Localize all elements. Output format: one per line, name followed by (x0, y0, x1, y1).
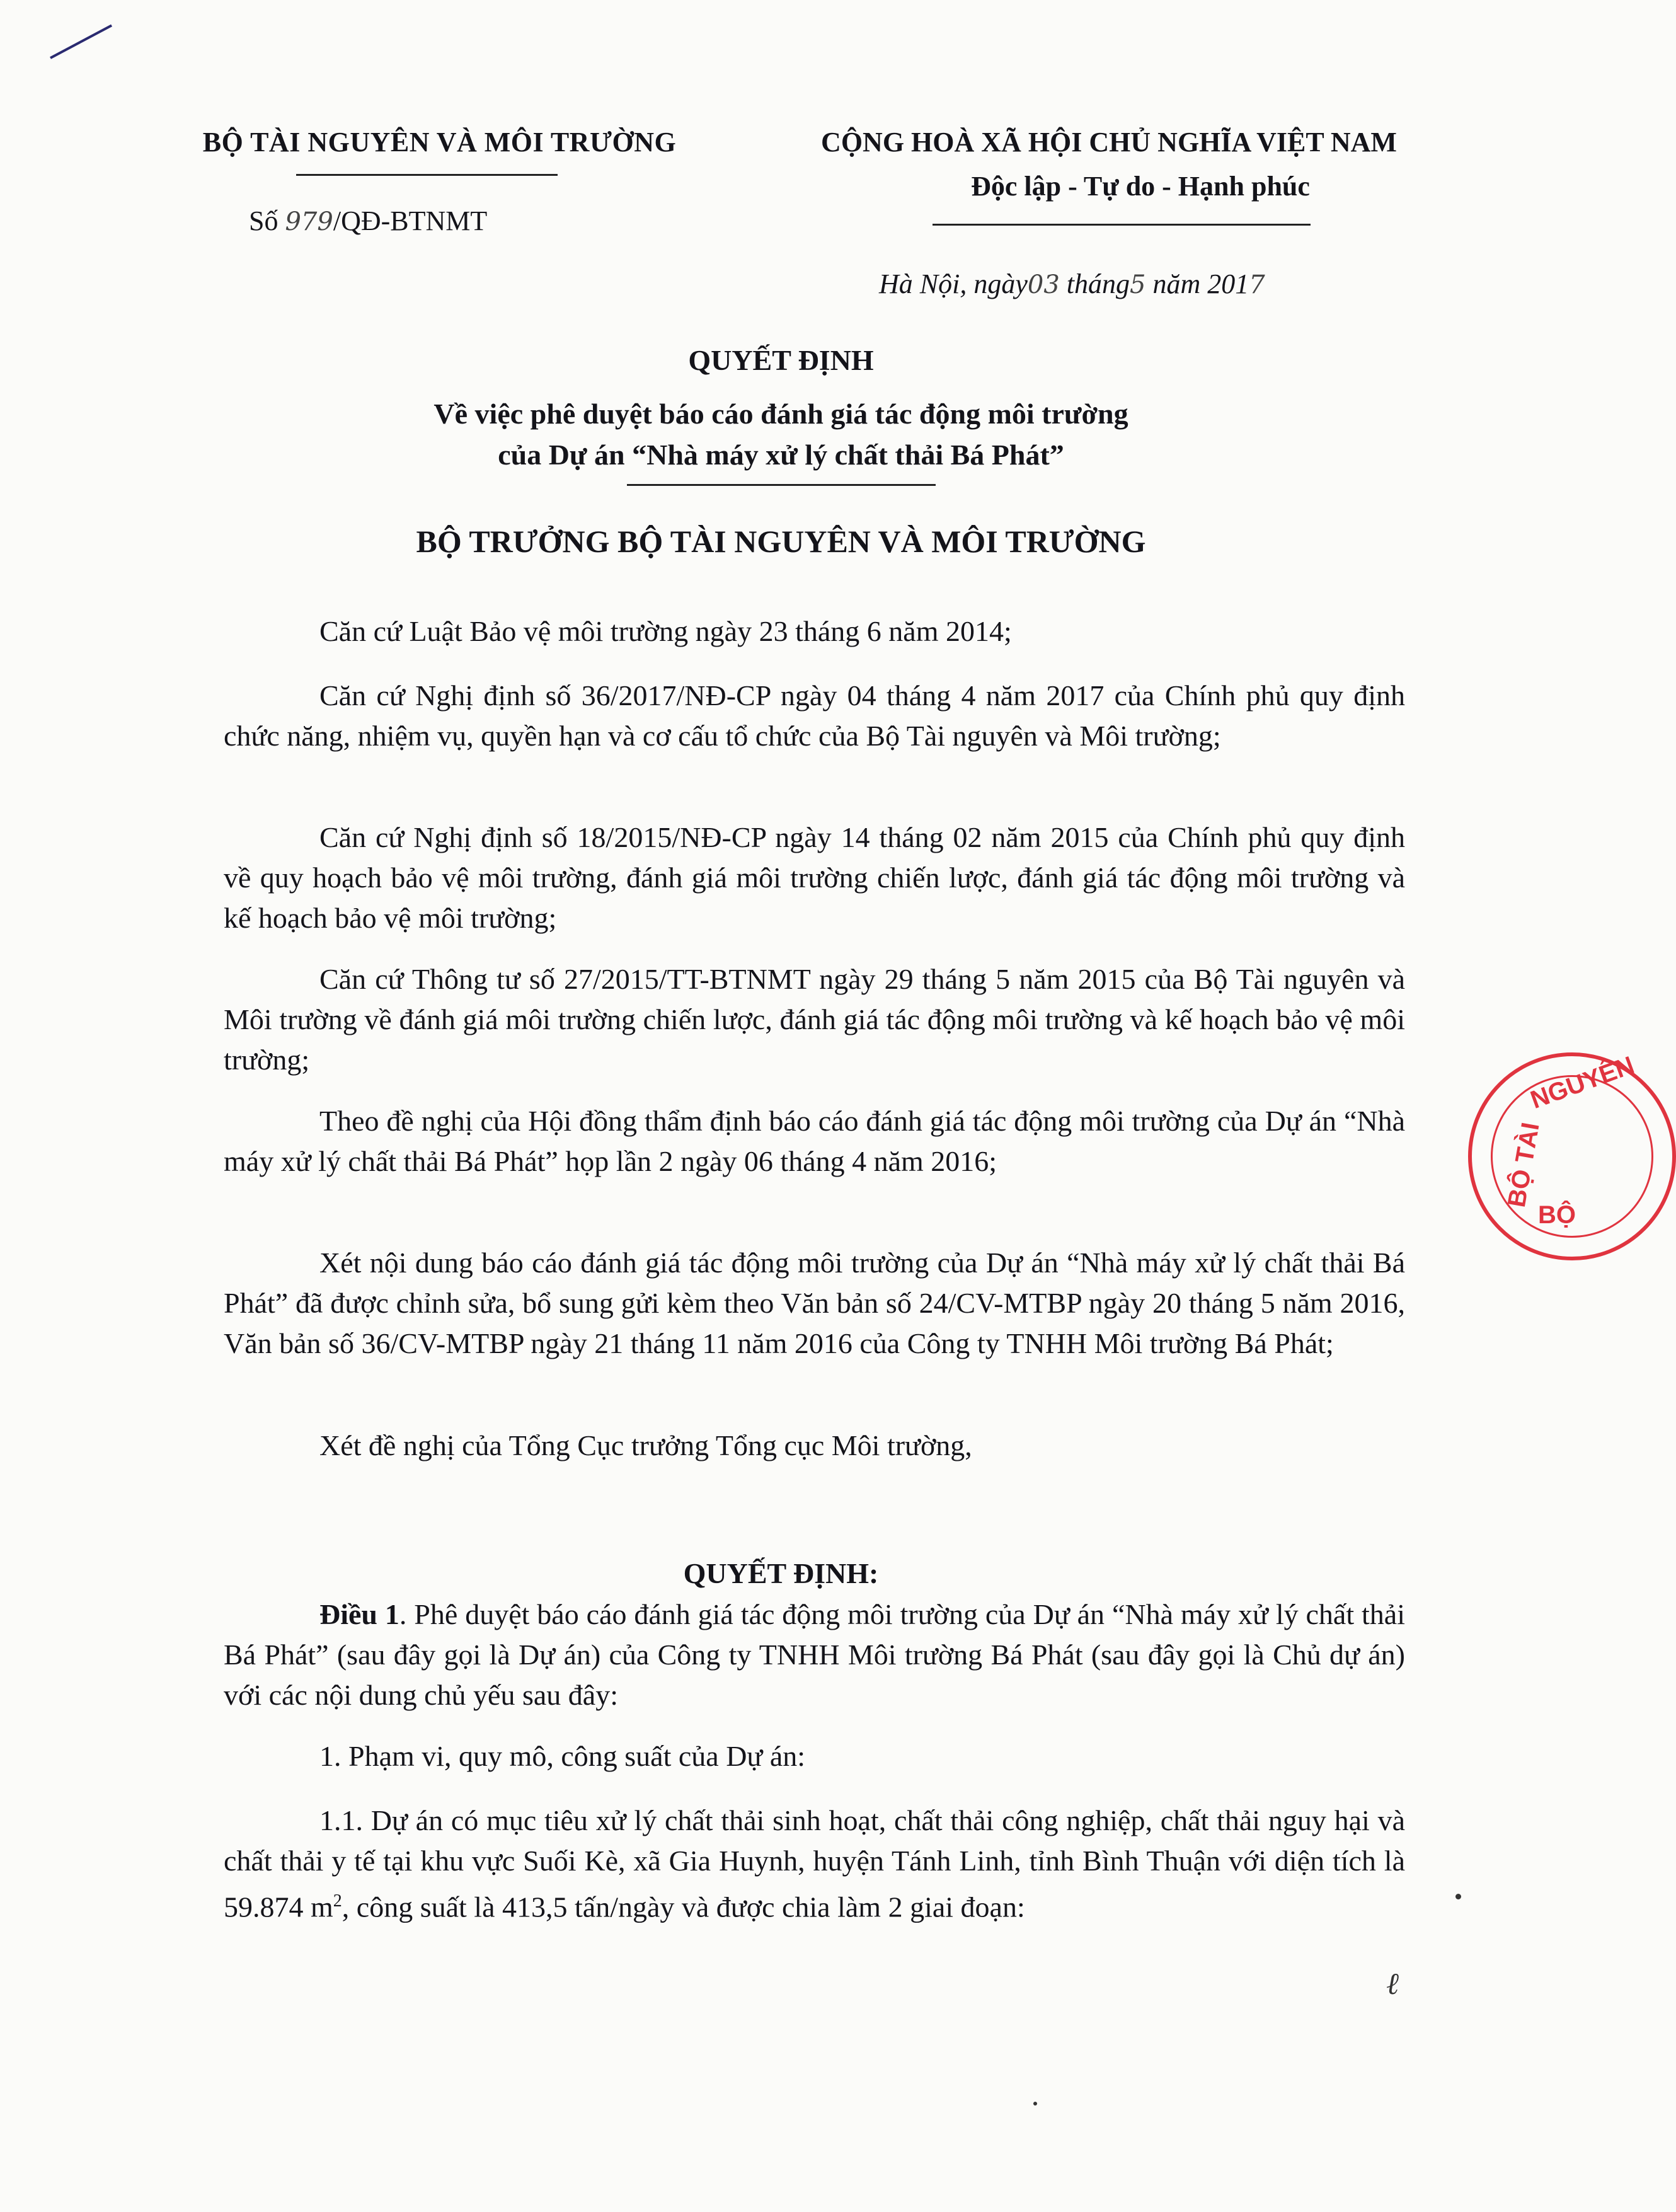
place-and-date (879, 268, 1265, 300)
decision-heading: QUYẾT ĐỊNH: (683, 1557, 879, 1589)
issuing-authority: BỘ TRƯỞNG BỘ TÀI NGUYÊN VÀ MÔI TRƯỜNG (416, 524, 1146, 559)
preamble-paragraph: Căn cứ Luật Bảo vệ môi trường ngày 23 tháng 6 năm 2014; (319, 615, 1012, 647)
preamble-paragraph: Căn cứ Nghị định số 36/2017/NĐ-CP ngày 04 tháng 4 năm 2017 của Chính phủ quy định chức năng, nhiệm vụ, quyền hạn và cơ cấu tổ chức của Bộ Tài nguyên và Môi trường; (224, 679, 1405, 752)
seal-text-left: BỘ TÀI (1502, 1120, 1545, 1209)
item-1-1 (224, 1800, 1405, 1927)
item-1: 1. Phạm vi, quy mô, công suất của Dự án: (319, 1740, 806, 1772)
item-1-1-text: 1.1. Dự án có mục tiêu xử lý chất thải sinh hoạt, chất thải công nghiệp, chất thải nguy hại và chất thải y tế tại khu vực Suối Kè, xã Gia Huynh, huyện Tánh Linh, tỉnh Bình Thuận với diện tích là 59.874 m (224, 1804, 1405, 1923)
subject-line-1: Về việc phê duyệt báo cáo đánh giá tác động môi trường (433, 398, 1128, 430)
handwritten-initial: ℓ (1386, 1966, 1399, 2002)
ministry-name: BỘ TÀI NGUYÊN VÀ MÔI TRƯỜNG (202, 127, 677, 158)
article-1-label: Điều 1 (319, 1598, 399, 1630)
item-1-1-text-end: , công suất là 413,5 tấn/ngày và được chia làm 2 giai đoạn: (342, 1891, 1025, 1923)
place-prefix: Hà Nội, ngày (879, 268, 1028, 299)
national-motto: Độc lập - Tự do - Hạnh phúc (971, 171, 1310, 202)
motto-underline (933, 224, 1311, 226)
preamble-paragraph: Theo đề nghị của Hội đồng thẩm định báo cáo đánh giá tác động môi trường của Dự án “Nhà máy xử lý chất thải Bá Phát” họp lần 2 ngày 06 tháng 4 năm 2016; (224, 1105, 1405, 1177)
article-1 (224, 1594, 1405, 1715)
preamble-paragraph: Căn cứ Nghị định số 18/2015/NĐ-CP ngày 14 tháng 02 năm 2015 của Chính phủ quy định về quy hoạch bảo vệ môi trường, đánh giá môi trường chiến lược, đánh giá tác động môi trường và kế hoạch bảo vệ môi trường; (224, 821, 1405, 934)
country-name: CỘNG HOÀ XÃ HỘI CHỦ NGHĨA VIỆT NAM (821, 127, 1397, 158)
superscript-2: 2 (333, 1891, 342, 1911)
article-1-text: . Phê duyệt báo cáo đánh giá tác động môi trường của Dự án “Nhà máy xử lý chất thải Bá Phát” (sau đây gọi là Dự án) của Công ty TNHH Môi trường Bá Phát (sau đây gọi là Chủ dự án) với các nội dung chủ yếu sau đây: (224, 1598, 1405, 1711)
document-number (249, 205, 487, 237)
subject-underline (627, 484, 936, 486)
year-handwritten: 7 (1249, 270, 1265, 299)
pen-mark (50, 25, 112, 59)
month-label: tháng (1059, 268, 1130, 299)
doc-no-prefix: Số (249, 205, 285, 236)
year-label: năm 201 (1145, 268, 1249, 299)
preamble-paragraph: Căn cứ Thông tư số 27/2015/TT-BTNMT ngày 29 tháng 5 năm 2015 của Bộ Tài nguyên và Môi trường về đánh giá môi trường chiến lược, đánh giá tác động môi trường và kế hoạch bảo vệ môi trường; (224, 963, 1405, 1076)
ministry-underline (296, 174, 558, 176)
red-seal (1468, 1052, 1676, 1260)
day-handwritten: 03 (1027, 270, 1060, 299)
seal-text-bottom: BỘ (1538, 1201, 1576, 1229)
subject-line-2: của Dự án “Nhà máy xử lý chất thải Bá Phát” (498, 439, 1064, 471)
ink-dot (1455, 1894, 1461, 1899)
document-title: QUYẾT ĐỊNH (688, 344, 874, 376)
month-handwritten: 5 (1130, 270, 1146, 299)
preamble-paragraph: Xét nội dung báo cáo đánh giá tác động môi trường của Dự án “Nhà máy xử lý chất thải Bá Phát” đã được chỉnh sửa, bổ sung gửi kèm theo Văn bản số 24/CV-MTBP ngày 20 tháng 5 năm 2016, Văn bản số 36/CV-MTBP ngày 21 tháng 11 năm 2016 của Công ty TNHH Môi trường Bá Phát; (224, 1247, 1405, 1359)
seal-text-top: NGUYÊN (1527, 1051, 1638, 1114)
doc-no-suffix: /QĐ-BTNMT (333, 205, 488, 236)
doc-no-handwritten: 979 (285, 207, 333, 236)
preamble-paragraph: Xét đề nghị của Tổng Cục trưởng Tổng cục Môi trường, (319, 1429, 972, 1461)
ink-dot (1033, 2102, 1037, 2105)
